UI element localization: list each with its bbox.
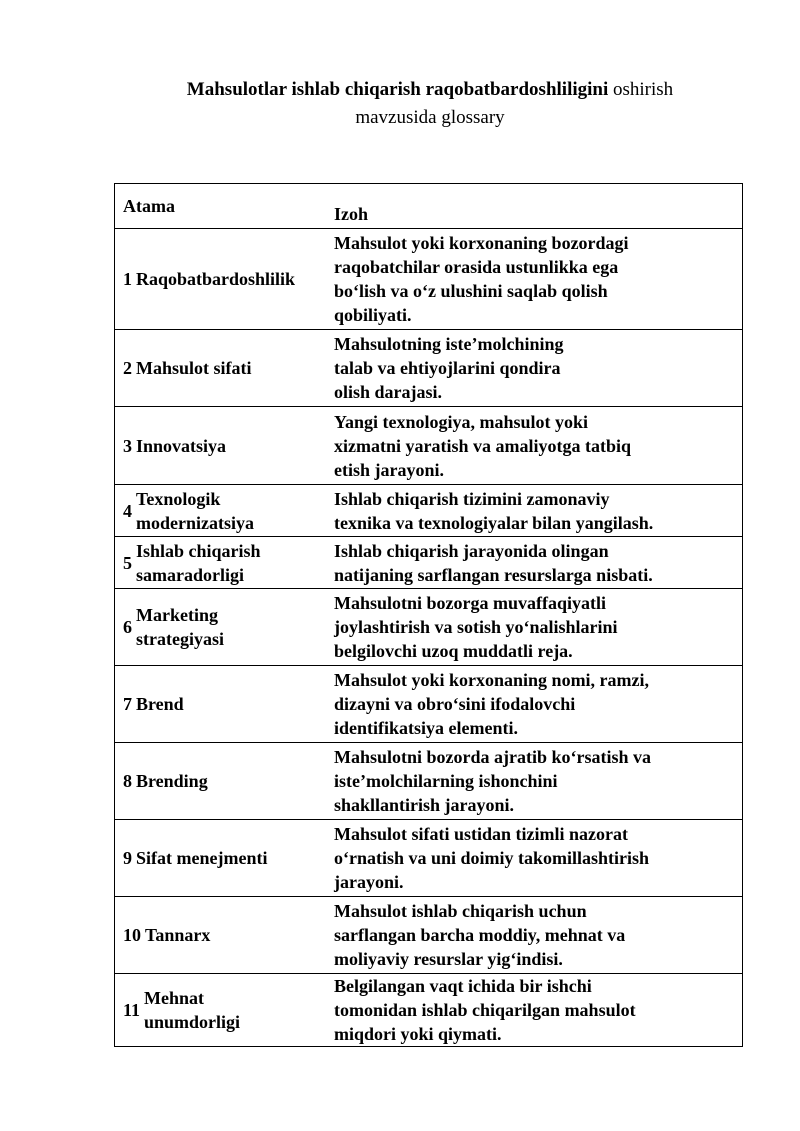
term-cell bbox=[123, 407, 333, 484]
table-row bbox=[115, 406, 742, 484]
description-cell bbox=[334, 666, 734, 742]
glossary-table bbox=[114, 183, 743, 1047]
term-cell bbox=[123, 666, 333, 742]
header-desc-cell bbox=[334, 184, 734, 228]
row-number: 6 bbox=[123, 617, 132, 637]
term-cell bbox=[123, 229, 333, 329]
term-description: Ishlab chiqarish jarayonida olingan natijaning sarflangan resurslarga nisbati. bbox=[334, 540, 653, 585]
table-row bbox=[115, 588, 742, 665]
table-row bbox=[115, 896, 742, 973]
header-desc-label: Izoh bbox=[334, 204, 369, 224]
term-cell bbox=[123, 974, 333, 1046]
description-cell bbox=[334, 537, 734, 588]
term-name: Mehnat unumdorligi bbox=[144, 988, 241, 1032]
table-row bbox=[115, 329, 742, 406]
term-description: Ishlab chiqarish tizimini zamonaviy texnika va texnologiyalar bilan yangilash. bbox=[334, 488, 654, 533]
term-cell bbox=[123, 820, 333, 896]
term-name: Brending bbox=[136, 771, 208, 791]
term-name: Raqobatbardoshlilik bbox=[136, 269, 296, 289]
row-number: 3 bbox=[123, 435, 132, 456]
description-cell bbox=[334, 485, 734, 536]
row-number: 9 bbox=[123, 848, 132, 868]
term-description: Yangi texnologiya, mahsulot yoki xizmatni yaratish va amaliyotga tatbiq etish jarayoni. bbox=[334, 411, 631, 480]
row-number: 4 bbox=[123, 500, 132, 521]
term-name: Marketing strategiyasi bbox=[136, 605, 224, 649]
row-number: 5 bbox=[123, 552, 132, 573]
title-bold-part: Mahsulotlar ishlab chiqarish raqobatbardoshliligini bbox=[186, 79, 609, 100]
term-name: Tannarx bbox=[145, 925, 211, 945]
term-description: Mahsulotning iste’molchining talab va ehtiyojlarini qondira olish darajasi. bbox=[334, 334, 564, 402]
description-cell bbox=[334, 743, 734, 819]
description-cell bbox=[334, 897, 734, 973]
description-cell bbox=[334, 330, 734, 406]
term-name: Texnologik modernizatsiya bbox=[136, 488, 254, 533]
term-description: Mahsulotni bozorga muvaffaqiyatli joylashtirish va sotish yo‘nalishlarini belgilovchi uzoq muddatli reja. bbox=[334, 593, 618, 661]
row-number: 1 bbox=[123, 269, 132, 289]
description-cell bbox=[334, 820, 734, 896]
table-header-row bbox=[115, 184, 742, 228]
term-name: Sifat menejmenti bbox=[136, 848, 268, 868]
row-number: 10 bbox=[123, 925, 141, 945]
header-term-label: Atama bbox=[123, 196, 175, 216]
term-name: Ishlab chiqarish samaradorligi bbox=[136, 540, 261, 585]
row-number: 8 bbox=[123, 771, 132, 791]
term-cell bbox=[123, 897, 333, 973]
table-row bbox=[115, 228, 742, 329]
table-row bbox=[115, 536, 742, 588]
term-cell bbox=[123, 485, 333, 536]
table-row bbox=[115, 665, 742, 742]
term-description: Belgilangan vaqt ichida bir ishchi tomonidan ishlab chiqarilgan mahsulot miqdori yoki qiymati. bbox=[334, 976, 636, 1044]
term-name: Brend bbox=[136, 694, 184, 714]
term-description: Mahsulot sifati ustidan tizimli nazorat o‘rnatish va uni doimiy takomillashtirish jarayoni. bbox=[334, 824, 650, 892]
term-cell bbox=[123, 537, 333, 588]
row-number: 7 bbox=[123, 694, 132, 714]
description-cell bbox=[334, 974, 734, 1046]
term-name: Mahsulot sifati bbox=[136, 358, 252, 378]
term-description: Mahsulot yoki korxonaning nomi, ramzi, dizayni va obro‘sini ifodalovchi identifikatsiya elementi. bbox=[334, 670, 650, 738]
term-cell bbox=[123, 589, 333, 665]
term-cell bbox=[123, 743, 333, 819]
table-row bbox=[115, 819, 742, 896]
row-number: 11 bbox=[123, 1000, 141, 1020]
document-title bbox=[0, 76, 800, 132]
table-row bbox=[115, 742, 742, 819]
title-regular-part: oshirish bbox=[613, 79, 674, 100]
description-cell bbox=[334, 589, 734, 665]
term-description: Mahsulot ishlab chiqarish uchun sarflangan barcha moddiy, mehnat va moliyaviy resurslar yig‘indisi. bbox=[334, 901, 626, 969]
description-cell bbox=[334, 229, 734, 329]
row-number: 2 bbox=[123, 358, 132, 378]
term-description: Mahsulotni bozorda ajratib ko‘rsatish va iste’molchilarning ishonchini shakllantirish jarayoni. bbox=[334, 747, 652, 815]
table-row bbox=[115, 484, 742, 536]
header-term-cell bbox=[123, 184, 333, 228]
term-cell bbox=[123, 330, 333, 406]
table-row bbox=[115, 973, 742, 1046]
term-description: Mahsulot yoki korxonaning bozordagi raqobatchilar orasida ustunlikka ega bo‘lish va o‘z ulushini saqlab qolish qobiliyati. bbox=[334, 233, 629, 325]
description-cell bbox=[334, 407, 734, 484]
term-name: Innovatsiya bbox=[136, 435, 227, 456]
title-second-line: mavzusida glossary bbox=[355, 107, 505, 128]
